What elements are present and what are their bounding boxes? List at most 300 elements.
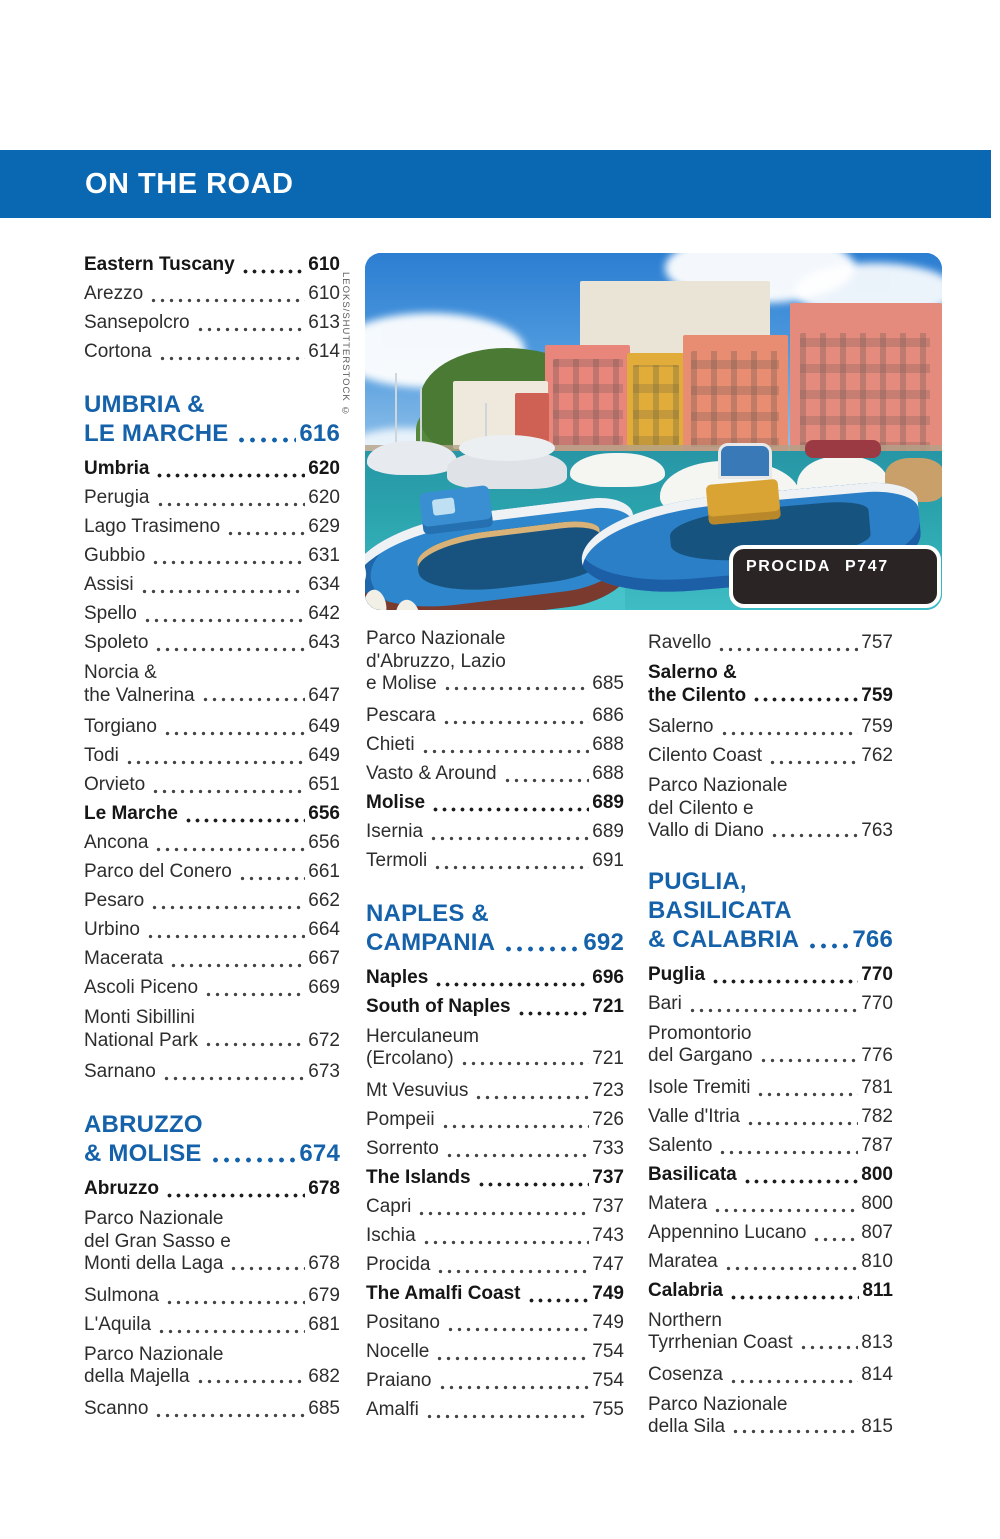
toc-entry-label: Spoleto — [84, 632, 149, 653]
toc-page-number: 813 — [861, 1332, 893, 1353]
dot-leader — [226, 531, 305, 536]
toc-entry — [366, 701, 624, 730]
toc-page-number: 667 — [308, 948, 340, 969]
toc-page-number: 686 — [592, 704, 624, 726]
dot-leader — [717, 647, 858, 652]
toc-entry-label: Isernia — [366, 820, 424, 842]
toc-page-number: 815 — [861, 1416, 893, 1437]
toc-entry-label: Calabria — [648, 1279, 723, 1301]
toc-page-number: 689 — [592, 820, 624, 842]
toc-entry — [366, 963, 624, 992]
dot-leader — [445, 1153, 589, 1158]
dot-leader — [151, 560, 305, 565]
toc-entry — [366, 1105, 624, 1134]
toc-page-number: 770 — [861, 963, 893, 985]
section-header-bar — [0, 150, 991, 218]
toc-entry — [366, 1163, 624, 1192]
dot-leader — [443, 686, 590, 691]
toc-entry-label: Mt Vesuvius — [366, 1079, 469, 1101]
toc-entry-line: Norcia & — [84, 662, 157, 683]
dot-leader — [165, 1300, 305, 1305]
toc-page-number: 770 — [861, 992, 893, 1014]
dot-leader — [770, 833, 858, 838]
toc-page-number: 620 — [308, 487, 340, 508]
toc-page-number: 800 — [861, 1163, 893, 1185]
toc-page-number: 662 — [308, 890, 340, 911]
toc-entry-label: Valle d'Itria — [648, 1105, 740, 1127]
toc-entry — [84, 1007, 340, 1052]
toc-entry-label: Cortona — [84, 341, 152, 362]
toc-entry-label: Lago Trasimeno — [84, 516, 221, 537]
toc-page-number: 656 — [308, 803, 340, 824]
toc-page-number: 759 — [861, 716, 893, 737]
toc-entry-label: Arezzo — [84, 283, 144, 304]
toc-entry-label: Assisi — [84, 574, 134, 595]
toc-page-number: 664 — [308, 919, 340, 940]
toc-entry-line: Northern — [648, 1309, 722, 1331]
toc-page-number: 691 — [592, 849, 624, 871]
toc-entry — [84, 570, 340, 599]
dot-leader — [143, 618, 305, 623]
dot-leader — [812, 1237, 858, 1242]
toc-page-number: 723 — [592, 1079, 624, 1101]
dot-leader — [417, 1211, 589, 1216]
toc-entry-line: Herculaneum — [366, 1025, 479, 1047]
toc-entry-label: Cosenza — [648, 1363, 723, 1385]
toc-page-number: 754 — [592, 1369, 624, 1391]
toc-entry — [84, 1208, 340, 1276]
toc-page-number: 749 — [592, 1282, 624, 1304]
toc-entry-label: della Majella — [84, 1366, 190, 1387]
toc-entry-line: UMBRIA & — [84, 391, 205, 418]
toc-page-number: 757 — [861, 632, 893, 653]
dot-leader — [229, 1266, 305, 1271]
toc-page-number: 649 — [308, 716, 340, 737]
dot-leader — [150, 905, 305, 910]
dot-leader — [724, 1266, 859, 1271]
toc-page-number: 763 — [861, 820, 893, 841]
toc-entry-label: Ravello — [648, 632, 712, 653]
dot-leader — [503, 778, 590, 783]
toc-entry — [84, 857, 340, 886]
toc-entry-label: Orvieto — [84, 774, 146, 795]
toc-page-number: 787 — [861, 1134, 893, 1156]
toc-column — [84, 250, 340, 1423]
toc-entry — [366, 817, 624, 846]
toc-entry-label: Isole Tremiti — [648, 1076, 751, 1098]
dot-leader — [163, 731, 305, 736]
toc-entry-line: d'Abruzzo, Lazio — [366, 650, 506, 672]
toc-entry — [648, 775, 893, 843]
toc-page-number: 721 — [592, 1048, 624, 1069]
toc-chapter-heading — [366, 899, 624, 957]
toc-entry-label: Perugia — [84, 487, 150, 508]
photo-caption-badge — [729, 545, 941, 608]
toc-entry-label: Pesaro — [84, 890, 145, 911]
photo-credit: LEOKS/SHUTTERSTOCK © — [340, 272, 351, 418]
toc-entry-label: Chieti — [366, 733, 415, 755]
dot-leader — [746, 1121, 858, 1126]
dot-leader — [460, 1061, 590, 1066]
dot-leader — [474, 1095, 589, 1100]
toc-entry — [366, 1250, 624, 1279]
dot-leader — [151, 789, 305, 794]
toc-entry-line: del Gran Sasso e — [84, 1230, 231, 1252]
toc-page-number: 759 — [861, 684, 893, 706]
dot-leader — [729, 1379, 858, 1384]
toc-page-number: 647 — [308, 684, 340, 706]
dot-leader — [196, 327, 306, 332]
toc-entry — [84, 1394, 340, 1423]
caption-place: PROCIDA — [746, 558, 831, 575]
toc-column — [648, 628, 893, 1444]
toc-page-number: 754 — [592, 1340, 624, 1362]
dot-leader — [527, 1298, 590, 1303]
toc-entry-label: Sorrento — [366, 1137, 439, 1159]
toc-entry-label: Pescara — [366, 704, 436, 726]
dot-leader — [442, 720, 590, 725]
dot-leader — [158, 356, 306, 361]
photo-white-boat — [367, 441, 457, 475]
dot-leader — [477, 1182, 590, 1187]
dot-leader — [756, 1092, 858, 1097]
dot-leader — [718, 1150, 858, 1155]
toc-entry — [366, 1076, 624, 1105]
toc-entry — [366, 992, 624, 1021]
toc-entry — [366, 759, 624, 788]
toc-entry — [84, 1310, 340, 1339]
toc-page-number: 782 — [861, 1105, 893, 1127]
toc-entry — [648, 1310, 893, 1355]
toc-page-number: 800 — [861, 1192, 893, 1214]
toc-entry-label: Scanno — [84, 1397, 149, 1419]
dot-leader — [446, 1327, 589, 1332]
toc-entry-label: Urbino — [84, 919, 140, 940]
toc-page-number: 692 — [583, 928, 624, 956]
photo-building — [627, 353, 685, 453]
toc-entry-label: Capri — [366, 1195, 412, 1217]
toc-entry-line: Parco Nazionale — [648, 1393, 788, 1415]
toc-entry-label: South of Naples — [366, 995, 511, 1017]
toc-entry-line: NAPLES & — [366, 899, 489, 927]
toc-entry — [366, 730, 624, 759]
toc-page-number: 613 — [308, 312, 340, 333]
toc-entry-label: Eastern Tuscany — [84, 254, 235, 275]
dot-leader — [711, 979, 858, 984]
dot-leader — [421, 749, 590, 754]
toc-entry-line: BASILICATA — [648, 896, 792, 924]
toc-entry-label: Naples — [366, 966, 429, 988]
toc-entry-label: (Ercolano) — [366, 1048, 454, 1069]
toc-page-number: 679 — [308, 1284, 340, 1306]
toc-entry-line: Parco Nazionale — [84, 1208, 224, 1229]
photo-building — [683, 335, 788, 453]
toc-page-number: 682 — [308, 1366, 340, 1387]
toc-entry — [366, 1366, 624, 1395]
toc-entry-label: Ascoli Piceno — [84, 977, 199, 998]
toc-page-number: 674 — [299, 1140, 340, 1167]
toc-entry — [84, 828, 340, 857]
dot-leader — [157, 1329, 305, 1334]
dot-leader — [517, 1011, 590, 1016]
dot-leader — [169, 963, 305, 968]
photo-building — [545, 345, 630, 453]
toc-entry-label: Molise — [366, 791, 426, 813]
toc-page-number: 634 — [308, 574, 340, 595]
dot-leader — [503, 946, 580, 952]
toc-page-number: 749 — [592, 1311, 624, 1333]
dot-leader — [238, 876, 305, 881]
toc-entry — [84, 1174, 340, 1203]
dot-leader — [743, 1179, 859, 1184]
toc-entry — [84, 886, 340, 915]
toc-entry — [84, 337, 340, 366]
toc-entry-line: del Cilento e — [648, 797, 754, 819]
dot-leader — [768, 760, 858, 765]
toc-entry — [648, 1276, 893, 1305]
toc-page-number: 726 — [592, 1108, 624, 1130]
dot-leader — [731, 1429, 858, 1434]
toc-page-number: 781 — [861, 1076, 893, 1098]
dot-leader — [713, 1208, 858, 1213]
dot-leader — [435, 1356, 589, 1361]
dot-leader — [196, 1379, 306, 1384]
toc-entry — [366, 846, 624, 875]
dot-leader — [165, 1193, 305, 1198]
dot-leader — [433, 865, 589, 870]
toc-entry-label: Tyrrhenian Coast — [648, 1332, 793, 1353]
toc-page-number: 811 — [862, 1279, 893, 1301]
toc-entry — [84, 1344, 340, 1389]
toc-entry-line: Parco Nazionale — [366, 628, 506, 649]
toc-page-number: 610 — [308, 283, 340, 304]
toc-entry-line: Promontorio — [648, 1022, 752, 1044]
toc-entry — [648, 1360, 893, 1389]
dot-leader — [204, 992, 305, 997]
toc-entry-label: L'Aquila — [84, 1313, 152, 1335]
toc-entry — [84, 541, 340, 570]
dot-leader — [436, 1269, 589, 1274]
toc-page-number: 629 — [308, 516, 340, 537]
toc-page-number: 737 — [592, 1166, 624, 1188]
toc-chapter-heading — [84, 390, 340, 448]
toc-page-number: 689 — [592, 791, 624, 813]
dot-leader — [425, 1414, 590, 1419]
toc-entry-line: PUGLIA, — [648, 867, 747, 895]
dot-leader — [204, 1042, 305, 1047]
dot-leader — [807, 943, 849, 949]
toc-entry-label: Vallo di Diano — [648, 820, 764, 841]
toc-entry-label: National Park — [84, 1029, 199, 1051]
toc-entry — [648, 1102, 893, 1131]
dot-leader — [422, 1240, 590, 1245]
toc-page-number: 696 — [592, 966, 624, 988]
toc-entry — [366, 1134, 624, 1163]
toc-page-number: 620 — [308, 458, 340, 479]
toc-page-number: 755 — [592, 1398, 624, 1420]
dot-leader — [729, 1295, 859, 1300]
toc-entry-label: Basilicata — [648, 1163, 737, 1185]
dot-leader — [431, 807, 589, 812]
toc-entry — [84, 599, 340, 628]
toc-entry — [84, 454, 340, 483]
caption-page-ref: P747 — [844, 558, 889, 575]
section-title: ON THE ROAD — [85, 167, 294, 200]
dot-leader — [125, 760, 305, 765]
toc-entry — [648, 1189, 893, 1218]
dot-leader — [210, 1157, 297, 1163]
dot-leader — [154, 847, 305, 852]
dot-leader — [156, 502, 306, 507]
dot-leader — [155, 473, 305, 478]
toc-entry — [366, 1395, 624, 1424]
toc-entry-label: Maratea — [648, 1250, 718, 1272]
toc-entry — [648, 662, 893, 707]
toc-entry-label: The Amalfi Coast — [366, 1282, 521, 1304]
dot-leader — [140, 589, 306, 594]
toc-page-number: 656 — [308, 832, 340, 853]
toc-page-number: 661 — [308, 861, 340, 882]
dot-leader — [241, 269, 306, 274]
toc-entry-label: Monti della Laga — [84, 1253, 224, 1274]
toc-entry-label: Positano — [366, 1311, 440, 1333]
dot-leader — [184, 818, 305, 823]
toc-entry-label: Salerno — [648, 716, 714, 737]
dot-leader — [154, 647, 305, 652]
toc-page-number: 642 — [308, 603, 340, 624]
toc-page-number: 766 — [852, 925, 893, 953]
toc-entry — [84, 308, 340, 337]
toc-page-number: 614 — [308, 341, 340, 362]
toc-entry-label: Cilento Coast — [648, 745, 763, 766]
toc-entry — [84, 512, 340, 541]
toc-entry — [648, 960, 893, 989]
toc-entry-label: Bari — [648, 992, 682, 1014]
toc-entry — [366, 1279, 624, 1308]
dot-leader — [146, 934, 305, 939]
toc-entry — [84, 712, 340, 741]
toc-page-number: 685 — [308, 1397, 340, 1419]
toc-entry-label: Le Marche — [84, 803, 178, 824]
toc-entry — [84, 250, 340, 279]
toc-entry-label: Macerata — [84, 948, 164, 969]
toc-entry-label: Procida — [366, 1253, 431, 1275]
toc-entry — [366, 1221, 624, 1250]
toc-page-number: 733 — [592, 1137, 624, 1159]
toc-page-number: 743 — [592, 1224, 624, 1246]
toc-entry — [648, 989, 893, 1018]
toc-entry — [84, 915, 340, 944]
toc-entry-label: Vasto & Around — [366, 762, 497, 784]
toc-entry — [84, 1057, 340, 1086]
toc-page-number: 643 — [308, 632, 340, 653]
toc-page-number: 747 — [592, 1253, 624, 1275]
toc-page-number: 737 — [592, 1195, 624, 1217]
toc-entry — [648, 741, 893, 770]
toc-entry-label: & CALABRIA — [648, 925, 800, 953]
toc-entry-label: Ancona — [84, 832, 149, 853]
toc-entry — [366, 1026, 624, 1071]
toc-page-number: 776 — [861, 1045, 893, 1066]
dot-leader — [799, 1345, 859, 1350]
toc-entry — [84, 483, 340, 512]
toc-column — [366, 628, 624, 1424]
toc-entry-label: the Valnerina — [84, 684, 195, 706]
toc-page-number: 814 — [861, 1363, 893, 1385]
toc-entry — [84, 973, 340, 1002]
toc-entry — [648, 712, 893, 741]
dot-leader — [438, 1385, 590, 1390]
toc-entry — [648, 628, 893, 657]
dot-leader — [429, 836, 589, 841]
toc-entry-label: Praiano — [366, 1369, 432, 1391]
dot-leader — [149, 298, 305, 303]
toc-entry-line: Monti Sibillini — [84, 1007, 195, 1028]
toc-page-number: 678 — [308, 1178, 340, 1199]
toc-page-number: 685 — [592, 673, 624, 694]
toc-entry-label: Termoli — [366, 849, 428, 871]
toc-entry-label: Nocelle — [366, 1340, 430, 1362]
dot-leader — [688, 1008, 859, 1013]
toc-chapter-heading — [84, 1110, 340, 1168]
toc-entry-label: Spello — [84, 603, 137, 624]
toc-chapter-heading — [648, 867, 893, 954]
toc-entry-label: LE MARCHE — [84, 420, 229, 447]
toc-entry-line: Parco Nazionale — [648, 775, 788, 796]
toc-page-number: 810 — [861, 1250, 893, 1272]
dot-leader — [162, 1076, 305, 1081]
toc-entry — [648, 1394, 893, 1439]
toc-entry-label: Ischia — [366, 1224, 416, 1246]
toc-entry — [84, 799, 340, 828]
toc-entry-label: Amalfi — [366, 1398, 419, 1420]
toc-entry-label: del Gargano — [648, 1045, 753, 1066]
toc-entry-label: Abruzzo — [84, 1178, 159, 1199]
toc-page-number: 688 — [592, 762, 624, 784]
toc-entry-label: Appennino Lucano — [648, 1221, 807, 1243]
toc-entry-label: The Islands — [366, 1166, 471, 1188]
toc-page-number: 807 — [861, 1221, 893, 1243]
toc-entry — [84, 628, 340, 657]
toc-entry — [366, 628, 624, 696]
toc-entry — [84, 770, 340, 799]
toc-page-number: 721 — [592, 995, 624, 1017]
dot-leader — [752, 697, 858, 702]
toc-entry-line: Salerno & — [648, 662, 737, 683]
toc-entry-label: Umbria — [84, 458, 150, 479]
toc-entry — [84, 662, 340, 707]
toc-entry — [84, 741, 340, 770]
toc-entry — [84, 944, 340, 973]
toc-entry-label: Salento — [648, 1134, 713, 1156]
toc-entry — [648, 1218, 893, 1247]
toc-page-number: 651 — [308, 774, 340, 795]
toc-entry — [648, 1247, 893, 1276]
toc-entry-label: Gubbio — [84, 545, 146, 566]
toc-page-number: 669 — [308, 977, 340, 998]
toc-entry-label: Matera — [648, 1192, 708, 1214]
toc-entry-label: Sulmona — [84, 1284, 159, 1306]
toc-page-number: 673 — [308, 1061, 340, 1082]
toc-page-number: 762 — [861, 745, 893, 766]
toc-entry — [366, 788, 624, 817]
toc-entry-label: Puglia — [648, 963, 706, 985]
toc-entry-label: e Molise — [366, 673, 437, 694]
photo-building — [790, 303, 942, 455]
dot-leader — [201, 697, 306, 702]
dot-leader — [154, 1413, 305, 1418]
dot-leader — [434, 982, 589, 987]
